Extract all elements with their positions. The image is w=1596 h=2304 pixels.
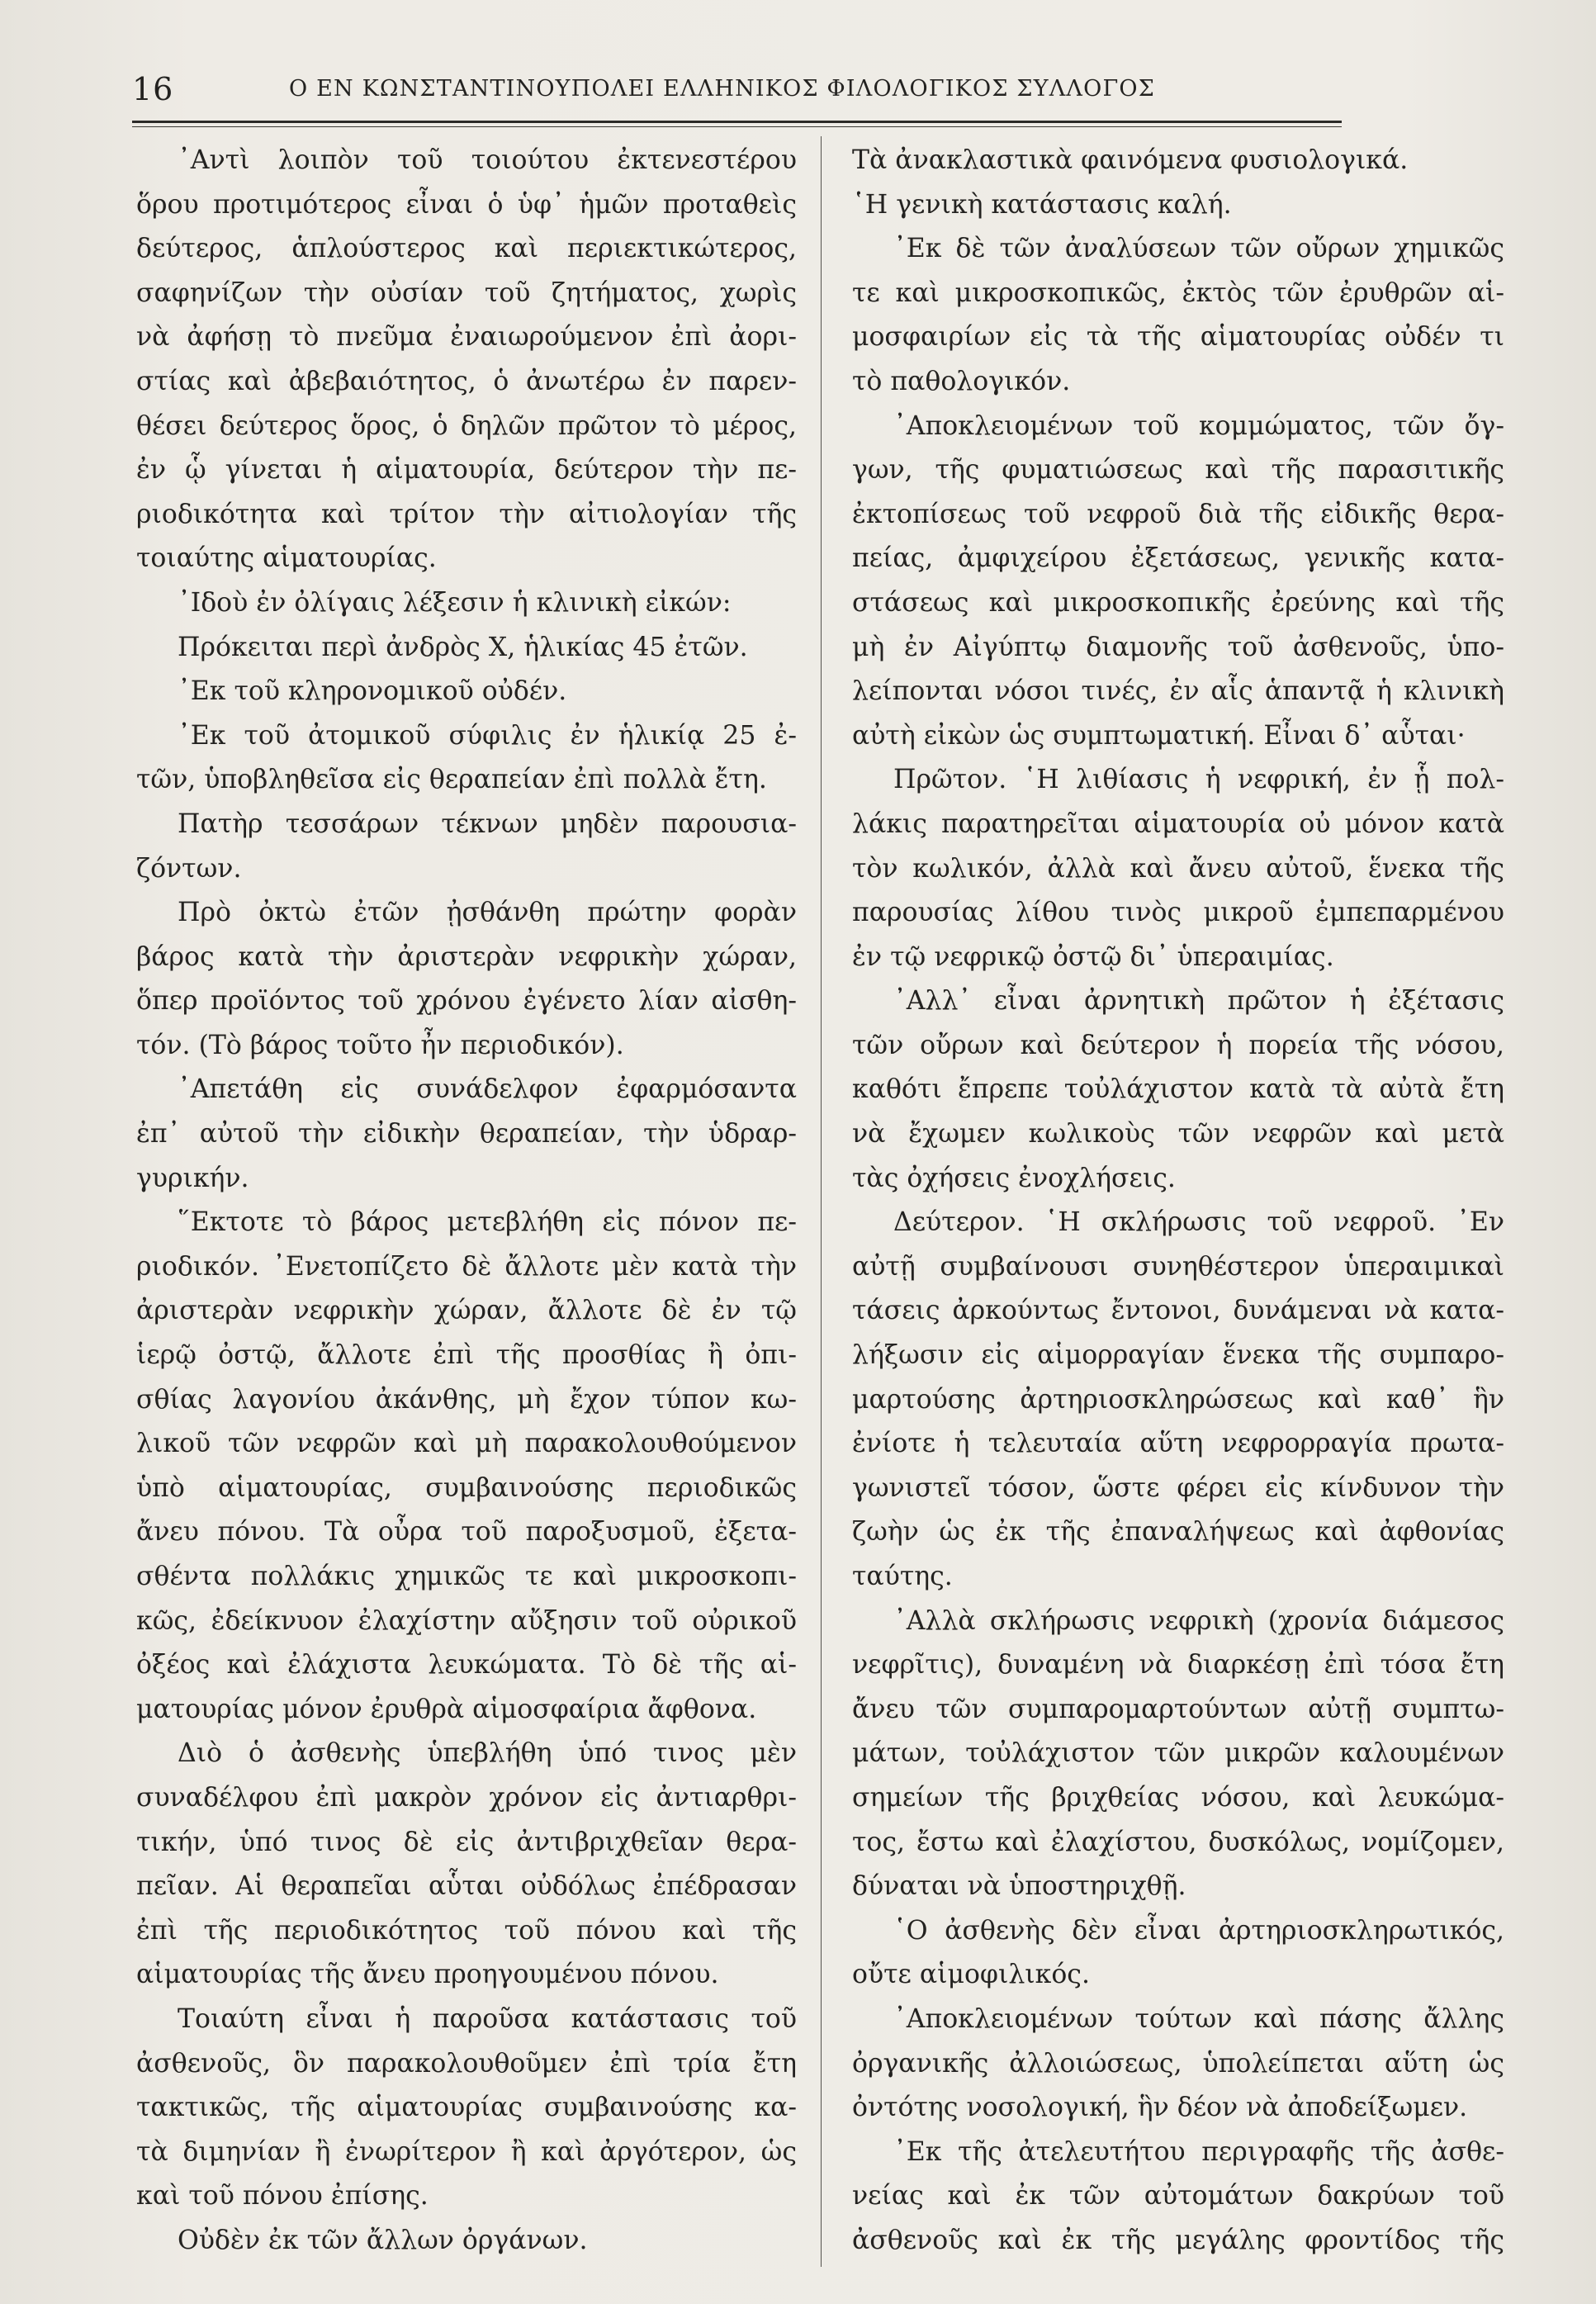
text-line: ἄνευ πόνου. Τὰ οὖρα τοῦ παροξυσμοῦ, ἐξετα- [136,1517,797,1548]
text-line: ᾿Αντὶ λοιπὸν τοῦ τοιούτου ἐκτενεστέρου [178,145,797,175]
text-line: ὅπερ προϊόντος τοῦ χρόνου ἐγένετο λίαν αἰσθη- [136,986,797,1017]
text-line: λάκις παρατηρεῖται αἱματουρία οὐ μόνον κατὰ [852,808,1504,839]
text-line: σημείων τῆς βριχθείας νόσου, καὶ λευκώμα- [852,1782,1504,1813]
text-line: ῞Εκτοτε τὸ βάρος μετεβλήθη εἰς πόνον πε- [178,1207,797,1238]
text-line: γωνιστεῖ τόσον, ὥστε φέρει εἰς κίνδυνον τὴν [852,1472,1504,1503]
text-line: λείπονται νόσοι τινές, ἐν αἷς ἁπαντᾷ ἡ κλινικὴ [852,676,1504,707]
text-line: ᾿Εκ τῆς ἀτελευτήτου περιγραφῆς τῆς ἀσθε- [893,2136,1504,2167]
text-line: ᾿Ιδοὺ ἐν ὀλίγαις λέξεσιν ἡ κλινικὴ εἰκών: [178,587,732,618]
text-line: αὐτὴ εἰκὼν ὡς συμπτωματική. Εἶναι δ᾿ αὗται· [852,720,1466,751]
text-line: Πρῶτον. ῾Η λιθίασις ἡ νεφρική, ἐν ᾗ πολ- [893,765,1504,795]
text-line: ἐπ᾿ αὐτοῦ τὴν εἰδικὴν θεραπείαν, τὴν ὑδραρ- [136,1119,797,1150]
text-line: τῶν οὔρων καὶ δεύτερον ἡ πορεία τῆς νόσου, [852,1030,1504,1060]
text-line: ὑπὸ αἱματουρίας, συμβαινούσης περιοδικῶς [136,1472,797,1503]
text-line: σαφηνίζων τὴν οὐσίαν τοῦ ζητήματος, χωρὶς [136,277,797,308]
text-line: ἀριστερὰν νεφρικὴν χώραν, ἄλλοτε δὲ ἐν τῷ [136,1296,797,1326]
text-line: ᾿Αλλὰ σκλήρωσις νεφρικὴ (χρονία διάμεσος [893,1605,1504,1636]
text-line: ὅρου προτιμότερος εἶναι ὁ ὑφ᾿ ἡμῶν προταθεὶς [136,189,797,220]
text-line: πεῖαν. Αἱ θεραπεῖαι αὗται οὐδόλως ἐπέδρασαν [136,1871,797,1902]
text-line: συναδέλφου ἐπὶ μακρὸν χρόνον εἰς ἀντιαρθρι- [136,1782,797,1813]
text-line: Δεύτερον. ῾Η σκλήρωσις τοῦ νεφροῦ. ᾿Εν [893,1207,1504,1238]
text-line: ἐν ᾧ γίνεται ἡ αἱματουρία, δεύτερον τὴν πε- [136,455,797,486]
text-line: Πρόκειται περὶ ἀνδρὸς Χ, ἡλικίας 45 ἐτῶν. [178,632,748,662]
text-line: νὰ ἔχωμεν κωλικοὺς τῶν νεφρῶν καὶ μετὰ [852,1119,1504,1150]
text-line: ταύτης. [852,1562,953,1591]
text-line: τοιαύτης αἱματουρίας. [136,543,437,574]
text-line: ὀξέος καὶ ἐλάχιστα λευκώματα. Τὸ δὲ τῆς αἱ- [136,1650,797,1681]
text-line: τόν. (Τὸ βάρος τοῦτο ἦν περιοδικόν). [136,1030,624,1060]
text-line: ἄνευ τῶν συμπαρομαρτούντων αὐτῇ συμπτω- [852,1694,1504,1724]
text-line: πείας, ἀμφιχείρου ἐξετάσεως, γενικῆς κατα- [852,543,1504,574]
right-column [852,139,1504,2264]
text-line: δεύτερος, ἁπλούστερος καὶ περιεκτικώτερος, [136,234,797,264]
text-line: ριοδικόν. ᾿Ενετοπίζετο δὲ ἄλλοτε μὲν κατὰ τὴν [136,1251,797,1282]
text-line: μοσφαιρίων εἰς τὰ τῆς αἱματουρίας οὐδέν τι [852,322,1504,353]
text-line: Τὰ ἀνακλαστικὰ φαινόμενα φυσιολογικά. [852,145,1409,175]
text-line: ᾿Εκ δὲ τῶν ἀναλύσεων τῶν οὔρων χημικῶς [893,234,1504,264]
text-line: σθέντα πολλάκις χημικῶς τε καὶ μικροσκοπι- [136,1562,797,1591]
text-line: ἐκτοπίσεως τοῦ νεφροῦ διὰ τῆς εἰδικῆς θερα- [852,499,1504,529]
text-line: οὔτε αἱμοφιλικός. [852,1960,1090,1990]
text-line: τάσεις ἀρκούντως ἔντονοι, δυνάμεναι νὰ κατα- [852,1296,1504,1326]
text-line: αἱματουρίας τῆς ἄνευ προηγουμένου πόνου. [136,1960,719,1990]
text-line: καὶ τοῦ πόνου ἐπίσης. [136,2181,429,2212]
text-line: δύναται νὰ ὑποστηριχθῇ. [852,1871,1186,1902]
text-line: ᾿Αποκλειομένων τούτων καὶ πάσης ἄλλης [893,2003,1504,2034]
text-line: ᾿Εκ τοῦ κληρονομικοῦ οὐδέν. [178,676,567,707]
text-line: Πατὴρ τεσσάρων τέκνων μηδὲν παρουσια- [178,808,797,839]
text-line: νὰ ἀφήσῃ τὸ πνεῦμα ἐναιωρούμενον ἐπὶ ἀορι- [136,322,797,353]
text-line: ἐνίοτε ἡ τελευταία αὕτη νεφρορραγία πρωτα- [852,1429,1504,1459]
column-divider [821,136,822,2267]
text-line: ὀργανικῆς ἀλλοιώσεως, ὑπολείπεται αὕτη ὡς [852,2048,1504,2079]
text-line: ματουρίας μόνον ἐρυθρὰ αἱμοσφαίρια ἄφθονα. [136,1694,757,1724]
text-line: ζωὴν ὡς ἐκ τῆς ἐπαναλήψεως καὶ ἀφθονίας [852,1517,1504,1548]
text-line: σθίας λαγονίου ἀκάνθης, μὴ ἔχον τύπον κω- [136,1384,797,1415]
text-line: στάσεως καὶ μικροσκοπικῆς ἐρεύνης καὶ τῆς [852,587,1504,618]
text-line: τὸν κωλικόν, ἀλλὰ καὶ ἄνευ αὐτοῦ, ἕνεκα τῆς [852,853,1504,884]
text-line: μὴ ἐν Αἰγύπτῳ διαμονῆς τοῦ ἀσθενοῦς, ὑπο- [852,632,1504,662]
text-line: καθότι ἔπρεπε τοὐλάχιστον κατὰ τὰ αὐτὰ ἔτη [852,1074,1504,1105]
text-line: μάτων, τοὐλάχιστον τῶν μικρῶν καλουμένων [852,1738,1504,1769]
text-line: ῾Η γενικὴ κατάστασις καλή. [852,189,1232,220]
text-line: νεφρῖτις), δυναμένη νὰ διαρκέσῃ ἐπὶ τόσα ἔτη [852,1650,1504,1681]
text-line: ἀσθενοῦς, ὃν παρακολουθοῦμεν ἐπὶ τρία ἔτη [136,2048,797,2079]
header-rule [132,121,1342,123]
text-line: τακτικῶς, τῆς αἱματουρίας συμβαινούσης κα- [136,2093,797,2123]
text-line: γων, τῆς φυματιώσεως καὶ τῆς παρασιτικῆς [852,455,1504,486]
text-line: κῶς, ἐδείκνυον ἐλαχίστην αὔξησιν τοῦ οὐρικοῦ [136,1605,797,1636]
text-line: στίας καὶ ἀβεβαιότητος, ὁ ἀνωτέρω ἐν παρεν- [136,366,797,396]
header-rule-thin [132,126,1342,127]
left-column [136,139,797,2264]
text-line: ζόντων. [136,853,242,884]
text-line: γυρικήν. [136,1163,249,1193]
text-line: ᾿Αλλ᾿ εἶναι ἀρνητικὴ πρῶτον ἡ ἐξέτασις [893,986,1504,1017]
text-line: Πρὸ ὀκτὼ ἐτῶν ᾐσθάνθη πρώτην φορὰν [178,898,797,928]
text-line: ῾Ο ἀσθενὴς δὲν εἶναι ἀρτηριοσκληρωτικός, [893,1915,1504,1946]
text-line: ᾿Απετάθη εἰς συνάδελφον ἐφαρμόσαντα [178,1074,797,1105]
text-line: Διὸ ὁ ἀσθενὴς ὑπεβλήθη ὑπό τινος μὲν [178,1738,797,1769]
text-line: τὸ παθολογικόν. [852,366,1071,396]
text-line: νείας καὶ ἐκ τῶν αὐτομάτων δακρύων τοῦ [852,2181,1504,2212]
text-line: λικοῦ τῶν νεφρῶν καὶ μὴ παρακολουθούμενον [136,1429,797,1459]
text-line: μαρτούσης ἀρτηριοσκληρώσεως καὶ καθ᾿ ἣν [852,1384,1504,1415]
text-line: παρουσίας λίθου τινὸς μικροῦ ἐμπεπαρμένου [852,898,1504,928]
text-line: τε καὶ μικροσκοπικῶς, ἐκτὸς τῶν ἐρυθρῶν αἱ- [852,277,1504,308]
text-line: τὰ διμηνίαν ἢ ἐνωρίτερον ἢ καὶ ἀργότερον, ὡς [136,2136,797,2167]
text-line: ᾿Αποκλειομένων τοῦ κομμώματος, τῶν ὄγ- [893,410,1504,441]
text-line: ᾿Εκ τοῦ ἀτομικοῦ σύφιλις ἐν ἡλικίᾳ 25 ἐ- [178,720,797,751]
page-number: 16 [132,71,174,107]
text-line: λήξωσιν εἰς αἱμορραγίαν ἕνεκα τῆς συμπαρο- [852,1340,1504,1371]
text-line: τος, ἔστω καὶ ἐλαχίστου, δυσκόλως, νομίζομεν, [852,1827,1504,1857]
text-line: ἱερῷ ὀστῷ, ἄλλοτε ἐπὶ τῆς προσθίας ἢ ὀπι- [136,1340,797,1371]
running-title: Ο ΕΝ ΚΩΝΣΤΑΝΤΙΝΟΥΠΟΛΕΙ ΕΛΛΗΝΙΚΟΣ ΦΙΛΟΛΟΓΙΚΟΣ ΣΥΛΛΟΓΟΣ [289,76,1156,102]
text-line: ἀσθενοῦς καὶ ἐκ τῆς μεγάλης φροντίδος τῆς [852,2225,1504,2255]
text-line: ἐν τῷ νεφρικῷ ὀστῷ δι᾿ ὑπεραιμίας. [852,941,1334,972]
text-line: αὐτῇ συμβαίνουσι συνηθέστερον ὑπεραιμικαὶ [852,1251,1504,1282]
text-line: Τοιαύτη εἶναι ἡ παροῦσα κατάστασις τοῦ [178,2003,797,2034]
text-line: τικήν, ὑπό τινος δὲ εἰς ἀντιβριχθεῖαν θερα- [136,1827,797,1857]
page-header [132,71,1342,109]
text-line: ὀντότης νοσολογική, ἣν δέον νὰ ἀποδείξωμεν. [852,2093,1468,2123]
text-line: Οὐδὲν ἐκ τῶν ἄλλων ὀργάνων. [178,2225,588,2255]
text-line: τὰς ὀχήσεις ἐνοχλήσεις. [852,1163,1176,1193]
text-line: θέσει δεύτερος ὅρος, ὁ δηλῶν πρῶτον τὸ μέρος, [136,410,797,441]
text-line: βάρος κατὰ τὴν ἀριστερὰν νεφρικὴν χώραν, [136,941,797,972]
text-line: τῶν, ὑποβληθεῖσα εἰς θεραπείαν ἐπὶ πολλὰ ἔτη. [136,765,767,795]
text-line: ἐπὶ τῆς περιοδικότητος τοῦ πόνου καὶ τῆς [136,1915,797,1946]
text-line: ριοδικότητα καὶ τρίτον τὴν αἰτιολογίαν τῆς [136,499,797,529]
